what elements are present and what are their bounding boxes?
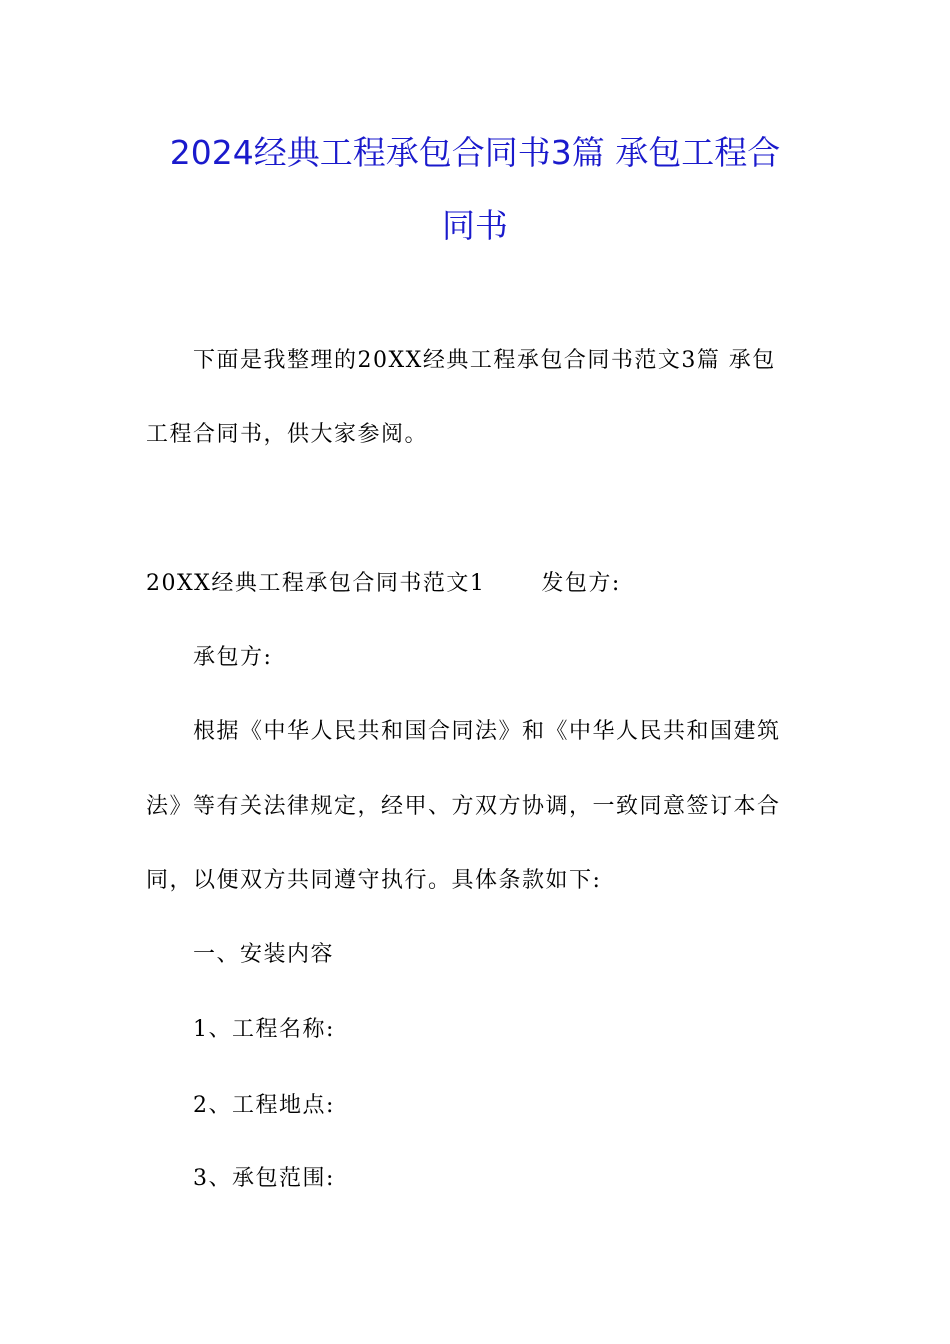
section-heading: 20XX经典工程承包合同书范文1 bbox=[146, 571, 486, 596]
party-b-label: 承包方: bbox=[193, 645, 273, 670]
paragraph-line-3: 同，以便双方共同遵守执行。具体条款如下: bbox=[146, 868, 602, 893]
item-2: 2、工程地点: bbox=[193, 1093, 335, 1118]
document-title-line-1: 2024经典工程承包合同书3篇 承包工程合 bbox=[169, 133, 781, 172]
intro-line-1: 下面是我整理的20XX经典工程承包合同书范文3篇 承包 bbox=[193, 348, 776, 373]
intro-line-2: 工程合同书，供大家参阅。 bbox=[146, 422, 429, 447]
paragraph-line-2: 法》等有关法律规定，经甲、方双方协调，一致同意签订本合 bbox=[146, 794, 781, 819]
section-heading-row bbox=[146, 573, 621, 595]
party-a-label: 发包方: bbox=[541, 571, 621, 596]
item-heading: 一、安装内容 bbox=[193, 942, 335, 967]
document-title-line-2: 同书 bbox=[442, 206, 508, 245]
item-1: 1、工程名称: bbox=[193, 1017, 335, 1042]
item-3: 3、承包范围: bbox=[193, 1166, 335, 1191]
paragraph-line-1: 根据《中华人民共和国合同法》和《中华人民共和国建筑 bbox=[193, 719, 781, 744]
